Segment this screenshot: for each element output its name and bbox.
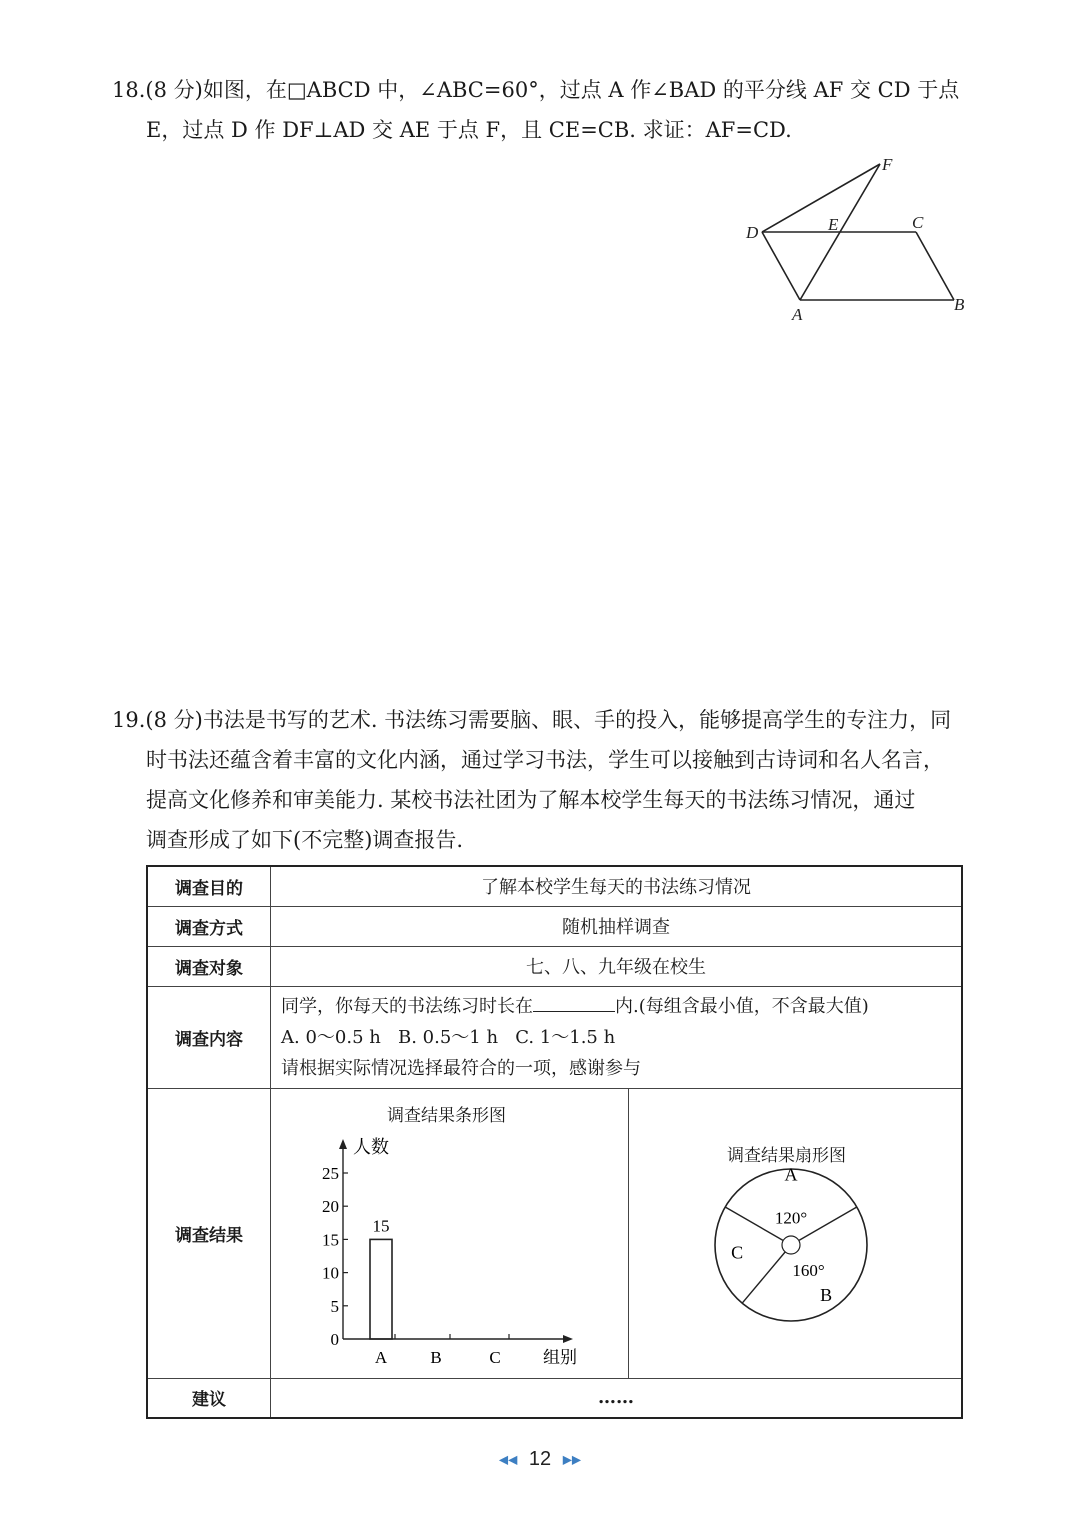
- label-f: F: [882, 155, 893, 174]
- pie-label-B: B: [820, 1284, 833, 1305]
- x-tick-label-C: C: [489, 1347, 501, 1367]
- label-d: D: [746, 223, 759, 242]
- answer-blank: [533, 993, 615, 1012]
- question-18: [112, 70, 982, 150]
- pie-label-C: C: [731, 1242, 744, 1263]
- segment-ad: [762, 232, 800, 300]
- prev-page-icon[interactable]: ◀◀: [498, 1452, 518, 1467]
- content-options: A. 0～0.5 h B. 0.5～1 h C. 1～1.5 h: [281, 1026, 616, 1048]
- q19-line-1: 19.(8 分)书法是书写的艺术. 书法练习需要脑、眼、手的投入，能够提高学生的专注力，同: [112, 708, 952, 732]
- suggest-label: 建议: [147, 1378, 271, 1418]
- bar-chart: [271, 1089, 626, 1375]
- method-label: 调查方式: [147, 906, 271, 946]
- purpose-label: 调查目的: [147, 866, 271, 906]
- segment-cb: [916, 232, 954, 300]
- x-axis-arrow: [563, 1335, 573, 1343]
- purpose-value: 了解本校学生每天的书法练习情况: [271, 866, 963, 906]
- pie-angle-label-B: 160°: [792, 1260, 825, 1280]
- question-19: [112, 700, 972, 860]
- pie-radius-2: [742, 1245, 791, 1303]
- q18-geometry-figure: [740, 152, 980, 332]
- x-axis-label: 组别: [543, 1347, 577, 1367]
- pie-chart: [629, 1089, 959, 1375]
- label-e: E: [828, 215, 839, 234]
- label-c: C: [912, 213, 924, 232]
- q19-line-3: 提高文化修养和审美能力. 某校书法社团为了解本校学生每天的书法练习情况，通过: [146, 788, 916, 812]
- survey-report-table: [146, 865, 963, 1419]
- object-label: 调查对象: [147, 946, 271, 986]
- q18-line-2: E，过点 D 作 DF⊥AD 交 AE 于点 F，且 CE=CB. 求证：AF=CD.: [146, 118, 792, 142]
- label-a: A: [792, 305, 803, 324]
- x-tick-label-A: A: [374, 1347, 388, 1367]
- bar-A: [370, 1239, 392, 1339]
- bar-chart-cell: [271, 1088, 629, 1378]
- method-value: 随机抽样调查: [271, 906, 963, 946]
- y-tick-label-5: 5: [330, 1296, 339, 1316]
- y-axis-label: 人数: [353, 1136, 389, 1157]
- pie-label-A: A: [784, 1163, 798, 1184]
- content-question: [281, 991, 951, 1022]
- bar-value-label-A: 15: [372, 1215, 390, 1235]
- pie-chart-cell: [629, 1088, 963, 1378]
- x-tick-label-B: B: [430, 1347, 442, 1367]
- results-label: 调查结果: [147, 1088, 271, 1378]
- y-tick-label-10: 10: [322, 1263, 339, 1283]
- q19-line-4: 调查形成了如下(不完整)调查报告.: [146, 828, 464, 852]
- segment-df: [762, 164, 880, 232]
- y-tick-label-25: 25: [322, 1163, 339, 1183]
- page-footer: [0, 1448, 1080, 1471]
- content-note: 请根据实际情况选择最符合的一项，感谢参与: [281, 1057, 641, 1079]
- pie-chart-title: 调查结果扇形图: [727, 1145, 846, 1166]
- pie-angle-label-A: 120°: [774, 1208, 808, 1228]
- content-value: [271, 986, 963, 1088]
- y-tick-label-0: 0: [330, 1329, 339, 1349]
- y-tick-label-20: 20: [322, 1196, 339, 1216]
- object-value: 七、八、九年级在校生: [271, 946, 963, 986]
- q19-line-2: 时书法还蕴含着丰富的文化内涵，通过学习书法，学生可以接触到古诗词和名人名言，: [146, 748, 944, 772]
- label-b: B: [954, 295, 965, 314]
- y-tick-label-15: 15: [322, 1229, 339, 1249]
- angle-marker: [782, 1236, 800, 1254]
- content-label: 调查内容: [147, 986, 271, 1088]
- suggest-value: ……: [271, 1378, 963, 1418]
- page-number: 12: [528, 1448, 552, 1470]
- bar-chart-title: 调查结果条形图: [387, 1105, 506, 1126]
- content-question-start: 同学，你每天的书法练习时长在: [281, 995, 533, 1017]
- q18-line-1: 18.(8 分)如图，在□ABCD 中，∠ABC=60°，过点 A 作∠BAD 的平分线 AF 交 CD 于点: [112, 78, 960, 102]
- next-page-icon[interactable]: ▶▶: [562, 1452, 582, 1467]
- y-axis-arrow: [339, 1139, 347, 1149]
- content-question-end: 内.(每组含最小值，不含最大值): [615, 995, 869, 1017]
